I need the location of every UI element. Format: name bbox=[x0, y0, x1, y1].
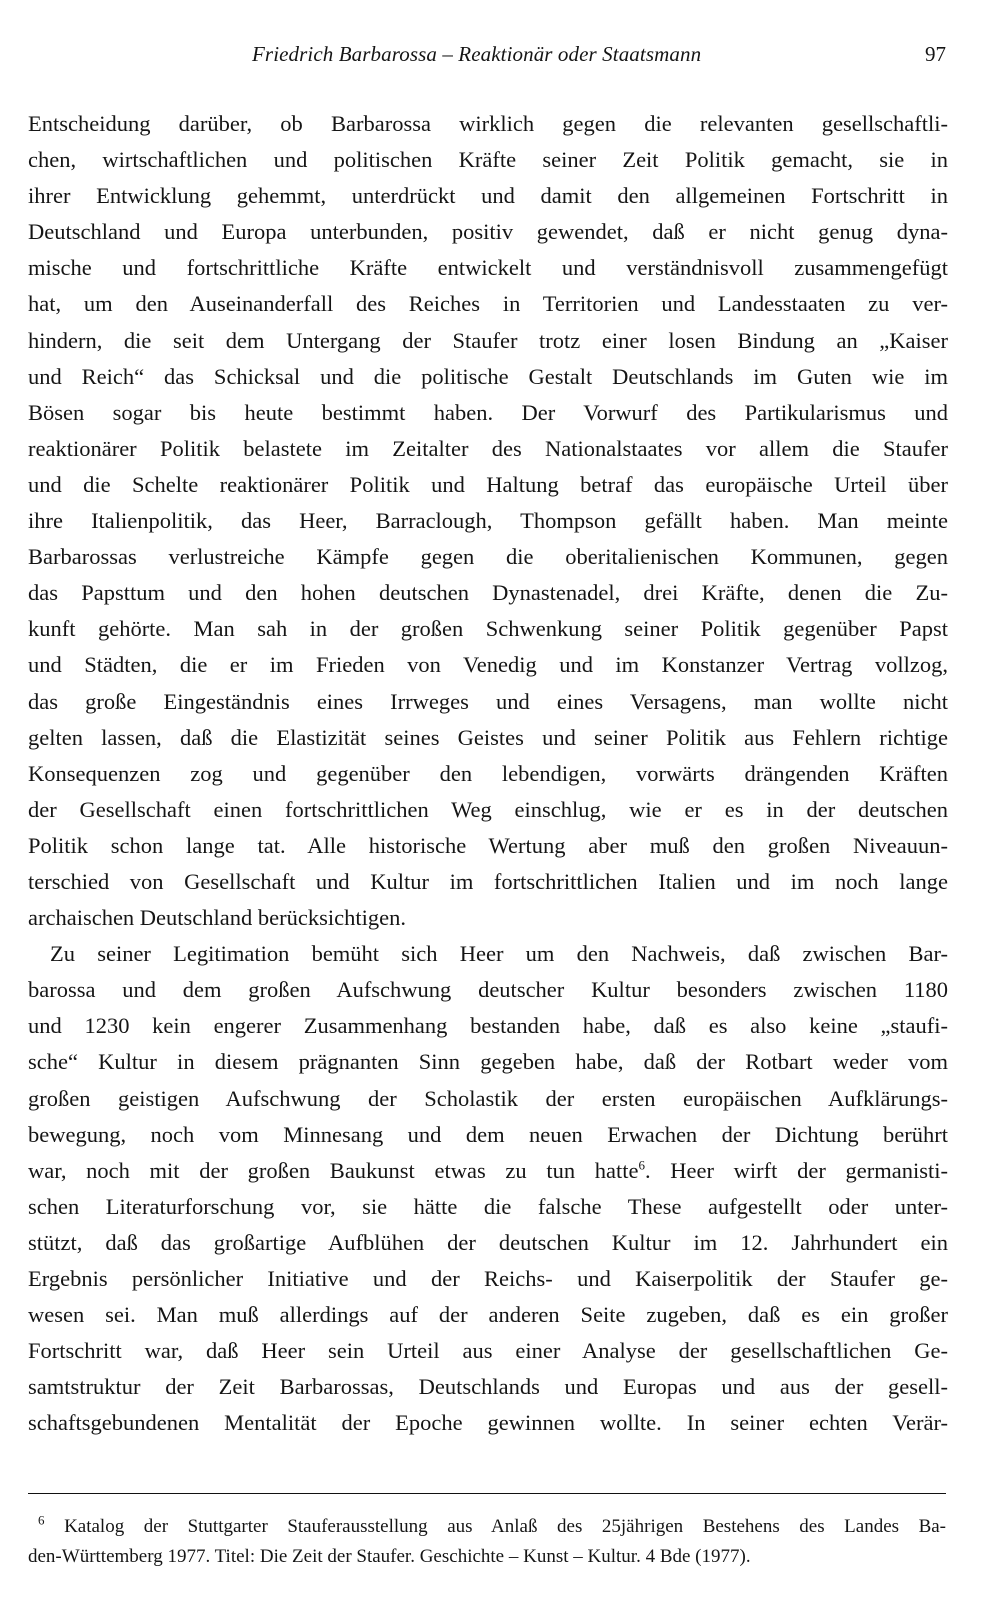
text-line bbox=[28, 647, 948, 683]
text-line-content: Konsequenzen zog und gegenüber den lebendigen, vorwärts drängenden Kräften bbox=[28, 760, 948, 786]
text-line-content: barossa und dem großen Aufschwung deutscher Kultur besonders zwischen 1180 bbox=[28, 977, 948, 1003]
text-line-content: stützt, daß das großartige Aufblühen der deutschen Kultur im 12. Jahrhundert ein bbox=[28, 1229, 948, 1255]
text-line-content: und die Schelte reaktionärer Politik und Haltung betraf das europäische Urteil über bbox=[28, 471, 948, 497]
footnote-divider bbox=[28, 1493, 946, 1494]
footnote-text: den-Württemberg 1977. Titel: Die Zeit der Staufer. Geschichte – Kunst – Kultur. 4 Bde (1977). bbox=[28, 1546, 751, 1567]
text-line-content: der Gesellschaft einen fortschrittlichen Weg einschlug, wie er es in der deutschen bbox=[28, 796, 948, 822]
text-line-content: Bösen sogar bis heute bestimmt haben. Der Vorwurf des Partikularismus und bbox=[28, 399, 948, 425]
text-line bbox=[28, 900, 948, 936]
text-line bbox=[28, 720, 948, 756]
text-line bbox=[28, 359, 948, 395]
text-line bbox=[28, 1261, 948, 1297]
footnote-marker: 6 bbox=[38, 1512, 45, 1528]
text-line bbox=[28, 1297, 948, 1333]
text-line-content: Entscheidung darüber, ob Barbarossa wirklich gegen die relevanten gesellschaftli- bbox=[28, 111, 948, 136]
text-line-content: reaktionärer Politik belastete im Zeitalter des Nationalstaates vor allem die Staufer bbox=[28, 435, 948, 461]
text-line-content: und 1230 kein engerer Zusammenhang bestanden habe, daß es also keine „staufi- bbox=[28, 1013, 948, 1039]
text-line-content: Politik schon lange tat. Alle historische Wertung aber muß den großen Niveauun- bbox=[28, 832, 948, 858]
text-line-content: Ergebnis persönlicher Initiative und der Reichs- und Kaiserpolitik der Staufer ge- bbox=[28, 1266, 948, 1291]
text-line-content: mische und fortschrittliche Kräfte entwickelt und verständnisvoll zusammengefügt bbox=[28, 255, 948, 281]
body-text bbox=[28, 106, 948, 1441]
text-line bbox=[28, 1333, 948, 1369]
footnote-reference: 6 bbox=[638, 1157, 645, 1173]
text-line bbox=[28, 250, 948, 286]
text-line bbox=[28, 539, 948, 575]
text-line-content: sche“ Kultur in diesem prägnanten Sinn gegeben habe, daß der Rotbart weder vom bbox=[28, 1049, 948, 1075]
page-number: 97 bbox=[925, 42, 946, 66]
text-line-content: ihrer Entwicklung gehemmt, unterdrückt und damit den allgemeinen Fortschritt in bbox=[28, 183, 948, 209]
text-line-content: das Papsttum und den hohen deutschen Dynastenadel, drei Kräfte, denen die Zu- bbox=[28, 580, 948, 606]
text-line bbox=[28, 286, 948, 322]
text-line-content: war, noch mit der großen Baukunst etwas zu tun hatte bbox=[28, 1157, 639, 1183]
text-line bbox=[28, 178, 948, 214]
text-line-content: Fortschritt war, daß Heer sein Urteil aus einer Analyse der gesellschaftlichen Ge- bbox=[28, 1338, 948, 1364]
text-line bbox=[28, 792, 948, 828]
text-line bbox=[28, 684, 948, 720]
footnote-line bbox=[28, 1542, 946, 1572]
text-line bbox=[28, 611, 948, 647]
text-line bbox=[28, 972, 948, 1008]
running-head-title: Friedrich Barbarossa – Reaktionär oder Staatsmann bbox=[252, 42, 702, 66]
text-line bbox=[28, 1225, 948, 1261]
text-line-content: archaischen Deutschland berücksichtigen. bbox=[28, 905, 406, 931]
text-line bbox=[28, 828, 948, 864]
text-line bbox=[28, 503, 948, 539]
text-line bbox=[28, 575, 948, 611]
text-line-content: kunft gehörte. Man sah in der großen Schwenkung seiner Politik gegenüber Papst bbox=[28, 616, 948, 642]
text-line-content: chen, wirtschaftlichen und politischen Kräfte seiner Zeit Politik gemacht, sie in bbox=[28, 147, 948, 173]
text-line-content: samtstruktur der Zeit Barbarossas, Deutschlands und Europas und aus der gesell- bbox=[28, 1374, 948, 1400]
text-line bbox=[28, 323, 948, 359]
text-line-content: großen geistigen Aufschwung der Scholastik der ersten europäischen Aufklärungs- bbox=[28, 1085, 948, 1111]
text-line bbox=[28, 395, 948, 431]
text-line bbox=[28, 1405, 948, 1441]
footnote bbox=[28, 1512, 946, 1572]
footnote-text: Katalog der Stuttgarter Stauferausstellung aus Anlaß des 25jährigen Bestehens des Landes Ba- bbox=[64, 1516, 946, 1537]
text-line bbox=[28, 214, 948, 250]
text-line bbox=[28, 467, 948, 503]
text-line-content: Barbarossas verlustreiche Kämpfe gegen die oberitalienischen Kommunen, gegen bbox=[28, 544, 948, 570]
text-line-content: gelten lassen, daß die Elastizität seines Geistes und seiner Politik aus Fehlern richtige bbox=[28, 724, 948, 750]
text-line bbox=[28, 936, 948, 972]
text-line bbox=[28, 1189, 948, 1225]
text-line bbox=[28, 1117, 948, 1153]
text-line bbox=[28, 1153, 948, 1189]
text-line-content: wesen sei. Man muß allerdings auf der anderen Seite zugeben, daß es ein großer bbox=[28, 1302, 948, 1328]
text-line bbox=[28, 756, 948, 792]
text-line-content: das große Eingeständnis eines Irrweges und eines Versagens, man wollte nicht bbox=[28, 688, 948, 714]
text-line bbox=[28, 1081, 948, 1117]
text-line bbox=[28, 1008, 948, 1044]
text-line-content: schaftsgebundenen Mentalität der Epoche gewinnen wollte. In seiner echten Verär- bbox=[28, 1410, 948, 1436]
text-line-content: Deutschland und Europa unterbunden, positiv gewendet, daß er nicht genug dyna- bbox=[28, 219, 948, 245]
text-line-content: hat, um den Auseinanderfall des Reiches in Territorien und Landesstaaten zu ver- bbox=[28, 291, 948, 317]
text-line-content: terschied von Gesellschaft und Kultur im fortschrittlichen Italien und im noch lange bbox=[28, 868, 948, 894]
text-line-content: und Reich“ das Schicksal und die politische Gestalt Deutschlands im Guten wie im bbox=[28, 363, 948, 389]
text-line-content: Zu seiner Legitimation bemüht sich Heer um den Nachweis, daß zwischen Bar- bbox=[50, 941, 948, 967]
text-line bbox=[28, 106, 948, 142]
text-line bbox=[28, 431, 948, 467]
text-line-content: und Städten, die er im Frieden von Venedig und im Konstanzer Vertrag vollzog, bbox=[28, 652, 948, 678]
text-line bbox=[28, 1369, 948, 1405]
footnote-line bbox=[28, 1512, 946, 1542]
text-line-content: schen Literaturforschung vor, sie hätte die falsche These aufgestellt oder unter- bbox=[28, 1193, 948, 1219]
text-line-content: bewegung, noch vom Minnesang und dem neuen Erwachen der Dichtung berührt bbox=[28, 1121, 948, 1147]
text-line-content: hindern, die seit dem Untergang der Staufer trotz einer losen Bindung an „Kaiser bbox=[28, 327, 948, 353]
text-line bbox=[28, 1044, 948, 1080]
text-line bbox=[28, 864, 948, 900]
running-head bbox=[0, 42, 1000, 72]
text-line-continuation: . Heer wirft der germanisti- bbox=[644, 1157, 948, 1183]
text-line-content: ihre Italienpolitik, das Heer, Barraclough, Thompson gefällt haben. Man meinte bbox=[28, 508, 948, 534]
text-line bbox=[28, 142, 948, 178]
